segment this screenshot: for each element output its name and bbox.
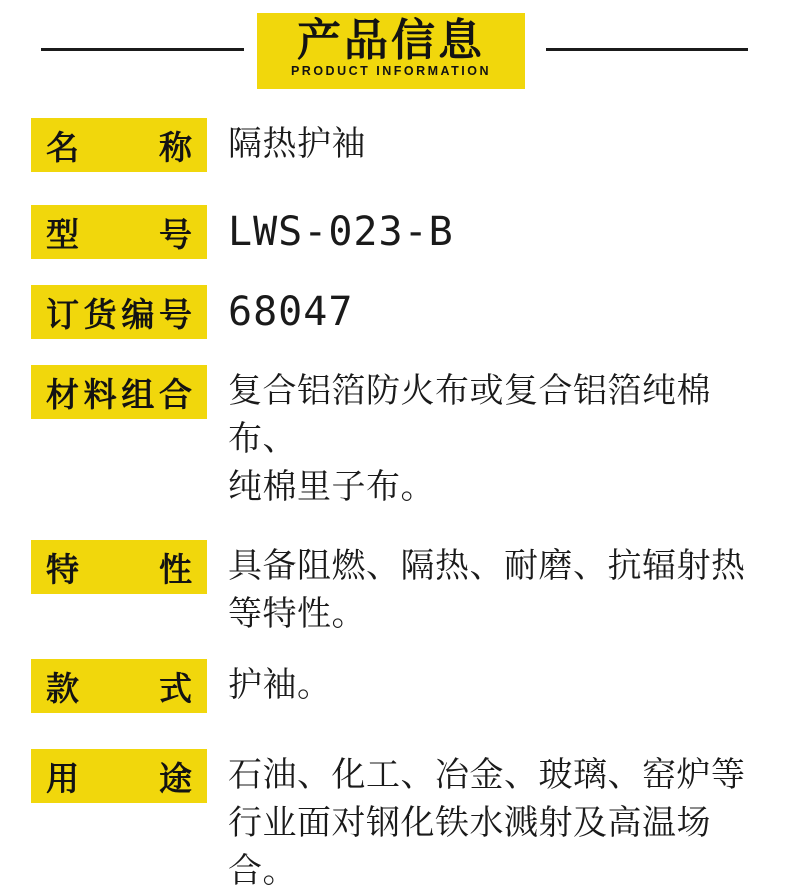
row-label-style: 款 式 <box>31 659 207 713</box>
page-title: 产品信息 <box>297 16 485 65</box>
page-subtitle: PRODUCT INFORMATION <box>290 64 492 78</box>
info-row-model <box>0 205 790 259</box>
value-line: 石油、化工、冶金、玻璃、窑炉等 <box>228 756 746 794</box>
value-line: 68047 <box>228 289 354 335</box>
value-line: 具备阻燃、隔热、耐磨、抗辐射热 <box>228 547 746 585</box>
value-line: 复合铝箔防火布或复合铝箔纯棉布、 <box>228 372 711 458</box>
row-value-features <box>228 542 746 638</box>
value-line: 行业面对钢化铁水溅射及高温场合。 <box>228 804 711 890</box>
info-table <box>0 118 790 895</box>
header-banner <box>257 13 525 89</box>
info-row-material <box>0 365 790 511</box>
row-label-features: 特 性 <box>31 540 207 594</box>
row-label-usage: 用 途 <box>31 749 207 803</box>
value-line: 纯棉里子布。 <box>228 468 435 506</box>
value-line: 等特性。 <box>228 595 366 633</box>
info-row-features <box>0 540 790 638</box>
row-label-model: 型 号 <box>31 205 207 259</box>
row-value-style <box>228 661 332 709</box>
header <box>0 0 790 118</box>
header-divider-right <box>546 48 748 51</box>
info-row-order-number <box>0 285 790 339</box>
row-label-material: 材 料 组 合 <box>31 365 207 419</box>
info-row-name <box>0 118 790 172</box>
header-divider-left <box>41 48 244 51</box>
row-value-name <box>228 120 366 168</box>
value-line: 护袖。 <box>228 666 332 704</box>
row-value-usage <box>228 751 776 895</box>
row-value-material <box>228 367 776 511</box>
info-row-style <box>0 659 790 713</box>
row-value-model <box>228 205 454 259</box>
value-line: 隔热护袖 <box>228 125 366 163</box>
row-value-order-number <box>228 285 353 339</box>
info-row-usage <box>0 749 790 895</box>
row-label-name: 名 称 <box>31 118 207 172</box>
value-line: LWS-023-B <box>228 209 454 255</box>
row-label-order-number: 订 货 编 号 <box>31 285 207 339</box>
